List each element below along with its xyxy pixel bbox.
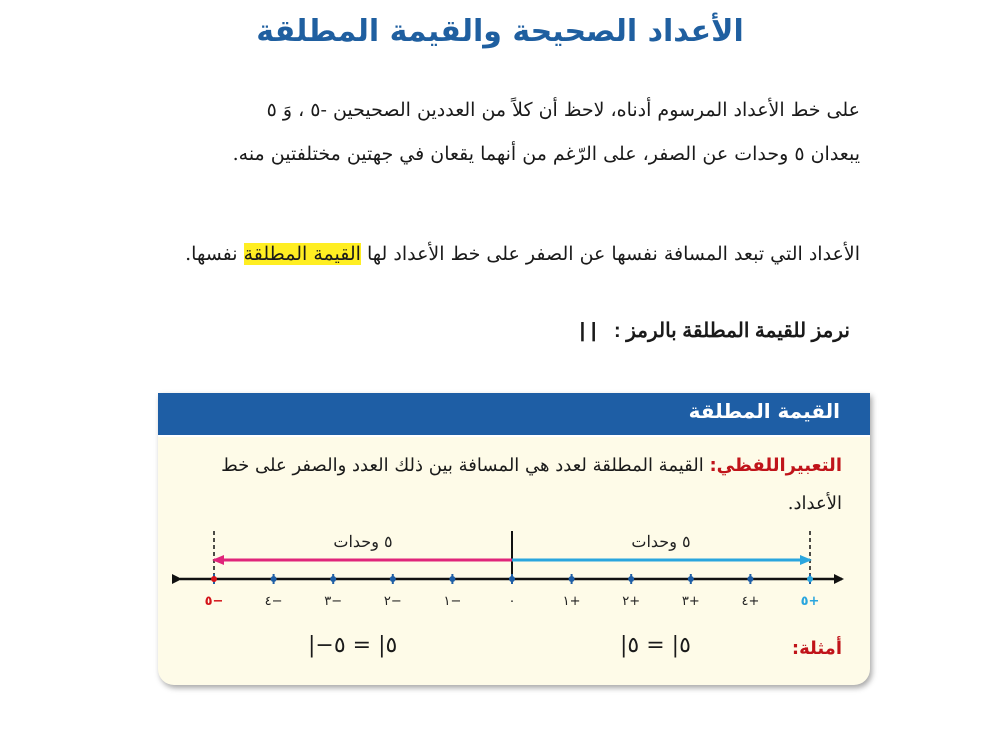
example-negative: |−٥| = ٥ xyxy=(308,633,398,658)
tick-label: ١+ xyxy=(562,594,581,609)
tick-label: ٣− xyxy=(324,594,343,609)
box-header xyxy=(158,393,870,437)
examples-label: أمثلة: xyxy=(791,638,842,659)
intro-paragraph xyxy=(180,88,860,176)
tick-point xyxy=(747,576,753,582)
tick-point xyxy=(449,576,455,582)
tick-point xyxy=(271,576,277,582)
tick-label: ٥+ xyxy=(800,594,820,609)
tick-label: ٣+ xyxy=(681,594,700,609)
rule-text-end: نفسها. xyxy=(185,243,244,265)
symbol-note xyxy=(580,318,850,343)
tick-point xyxy=(688,576,694,582)
tick-label: ٠ xyxy=(508,594,516,609)
tick-point xyxy=(569,576,575,582)
tick-point xyxy=(330,576,336,582)
tick-label: ٤+ xyxy=(741,594,760,609)
rule-paragraph xyxy=(180,232,860,276)
absolute-value-box xyxy=(158,393,870,685)
intro-line-2: يبعدان ٥ وحدات عن الصفر، على الرّغم من أنهما يقعان في جهتين مختلفتين منه. xyxy=(232,143,860,165)
definition-text: القيمة المطلقة لعدد هي المسافة بين ذلك العدد والصفر على خط الأعداد. xyxy=(221,455,842,514)
page-title: الأعداد الصحيحة والقيمة المطلقة xyxy=(256,14,744,49)
tick-label: ٥− xyxy=(204,594,224,609)
distance-label: ٥ وحدات xyxy=(333,532,393,551)
tick-label: ١− xyxy=(443,594,462,609)
example-positive: |٥| = ٥ xyxy=(620,633,691,658)
tick-point xyxy=(807,576,813,582)
highlighted-term: القيمة المطلقة xyxy=(243,243,361,265)
tick-point xyxy=(211,576,217,582)
distance-label: ٥ وحدات xyxy=(631,532,691,551)
intro-line-1: على خط الأعداد المرسوم أدناه، لاحظ أن كلاً من العددين الصحيحين -٥ ، وَ ٥ xyxy=(266,99,860,121)
absolute-value-symbol: | | xyxy=(579,320,597,342)
tick-label: ٢− xyxy=(383,594,402,609)
definition xyxy=(192,447,842,523)
number-line xyxy=(158,523,870,613)
tick-point xyxy=(628,576,634,582)
symbol-note-text: نرمز للقيمة المطلقة بالرمز : xyxy=(613,320,850,342)
definition-label: التعبيراللفظي: xyxy=(709,455,842,476)
rule-text-start: الأعداد التي تبعد المسافة نفسها عن الصفر على خط الأعداد لها xyxy=(360,243,860,265)
tick-point xyxy=(390,576,396,582)
box-title: القيمة المطلقة xyxy=(688,399,840,423)
tick-point xyxy=(509,576,515,582)
tick-label: ٤− xyxy=(264,594,283,609)
tick-label: ٢+ xyxy=(622,594,641,609)
